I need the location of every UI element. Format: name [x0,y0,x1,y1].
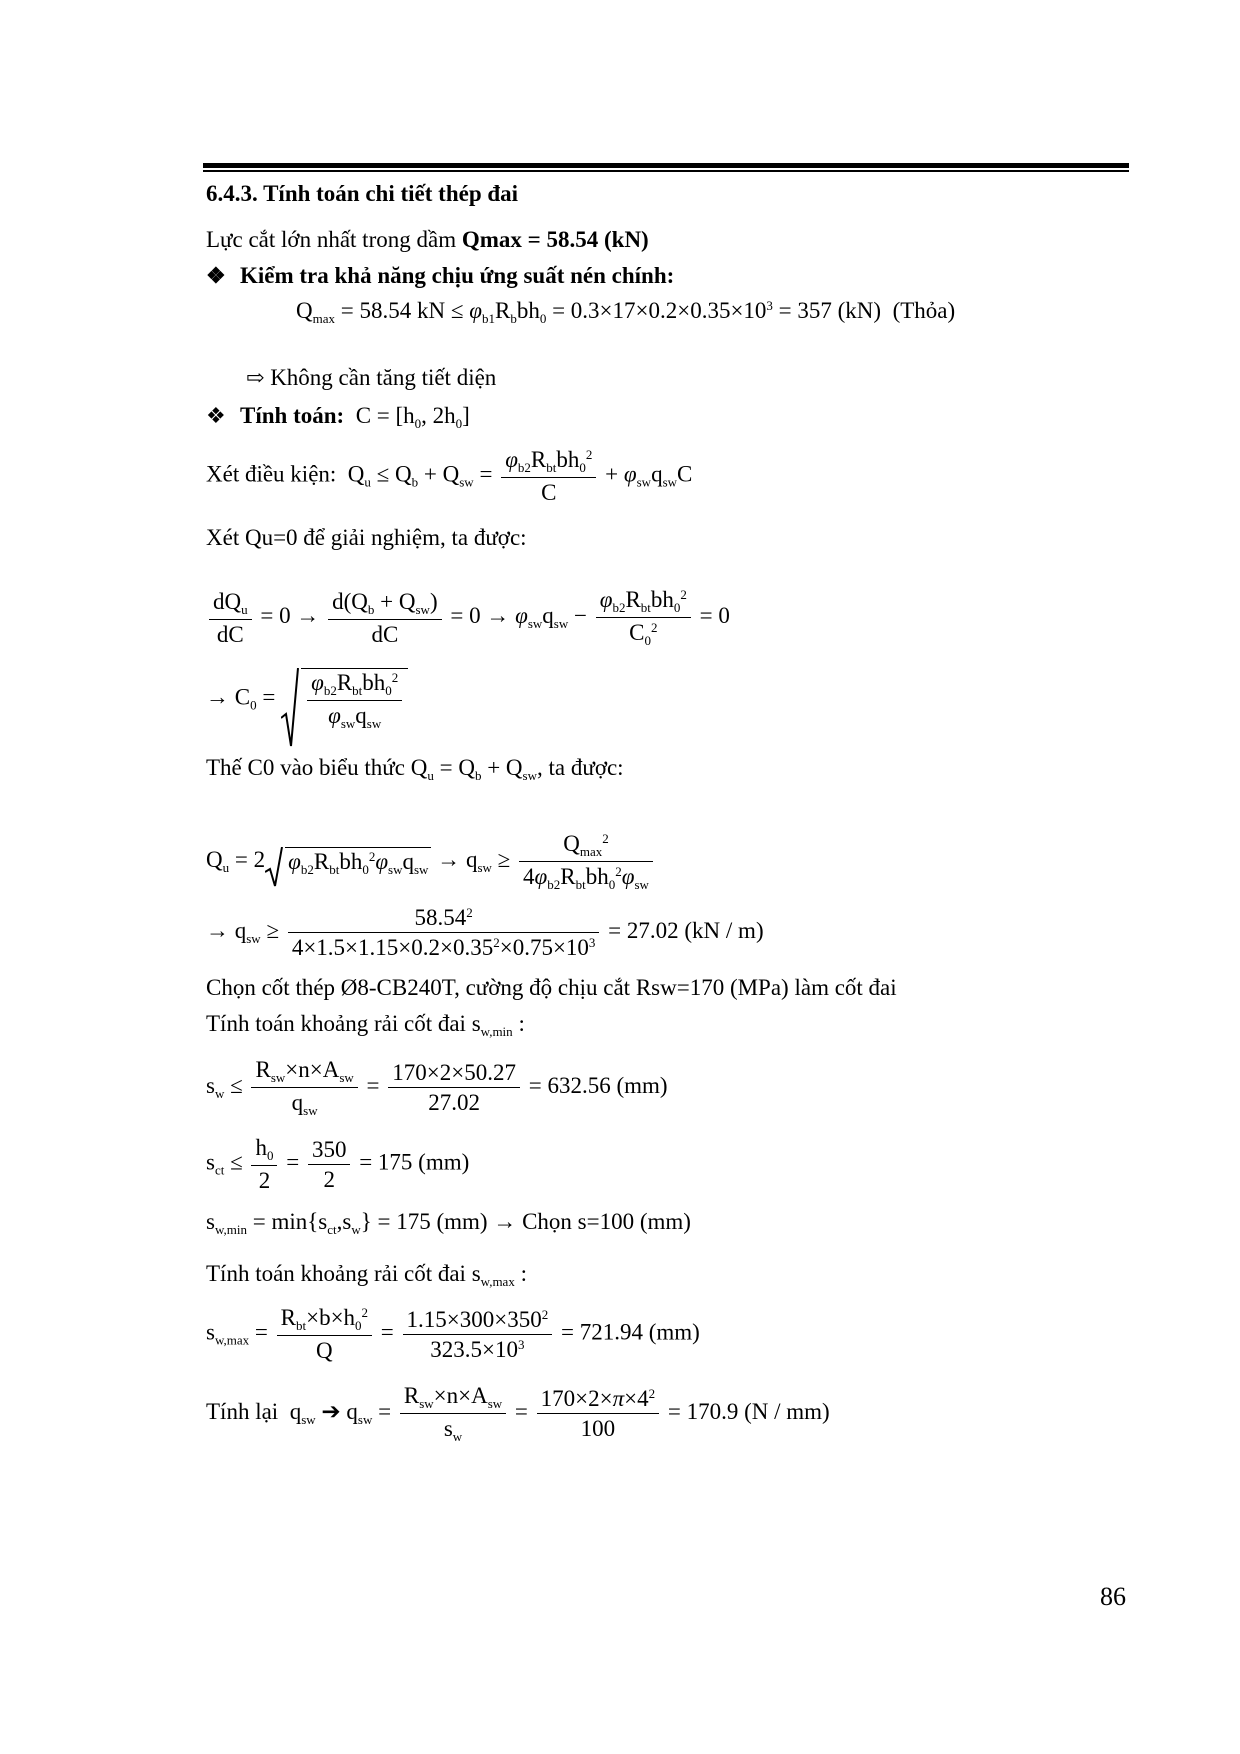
recalc-formula: Tính lại $q_{sw}$ ➔ $q_{sw}$ = $\frac{R_{sw}\times n\times A_{sw}}{s_w}$ = $\frac{170\times 2\times\pi\times 4^2}{100}$ = 170.9 (N / mm) [206,1383,830,1444]
qmax-text: Lực cắt lớn nhất trong dầm [206,227,462,252]
section-title: 6.4.3. Tính toán chi tiết thép đai [206,181,519,206]
qsw-numeric-formula: → $q_{sw}$ ≥ $\frac{58.54^2}{4\times 1.5\times 1.15\times 0.2\times 0.35^2\times 0.75\times 10^3}$ = 27.02 (kN / m) [206,905,764,960]
qu-formula: $Q_u = 2$ $\varphi_{b2}R_{bt}bh_0^2\varphi_{sw}q_{sw} \to q_{sw}$ ≥ $\frac{Q_{max}^2}{4\varphi_{b2}R_{bt}bh_0^2\varphi_{sw}}$ [206,832,656,891]
check-heading [206,264,674,287]
spacing-min-text: Tính toán khoảng rải cốt đai [206,1011,466,1036]
choose-steel: Chọn cốt thép Ø8-CB240T, cường độ chịu cắt Rsw=170 (MPa) làm cốt đai [206,975,897,1000]
swmax-formula: $s_{w,max}$ = $\frac{R_{bt}\times b\times h_0^2}{Q}$ = $\frac{1.15\times 300\times 350^2}{323.5\times 10^3}$ = 721.94 (mm) [206,1305,700,1363]
substitute-prefix: Thế C0 vào biểu thức [206,755,405,780]
header-rule-thick [203,163,1129,168]
consider-qu0: Xét Qu=0 để giải nghiệm, ta được: [206,525,527,550]
no-increase-line [246,366,496,389]
qmax-line [206,228,649,251]
radical-sign-icon [265,847,283,887]
sqrt: $\frac{\varphi_{b2}R_{bt}bh_0^2}{\varphi_{sw}q_{sw}}$ [281,668,408,730]
page-number: 86 [1100,1582,1126,1611]
choose-s: Chọn s=100 (mm) [522,1209,691,1234]
swmin-formula: $s_{w,min} = \min\{s_{ct},s_w\} = 175$ (mm) → Chọn s=100 (mm) [206,1209,691,1237]
check-result: (Thỏa) [892,298,956,323]
recalc-text: Tính lại [206,1398,279,1424]
calc-title: Tính toán: [240,403,345,428]
qmax-value: Qmax = 58.54 (kN) [461,227,649,252]
consider-condition-label: Xét điều kiện: [206,461,337,487]
diamond-bullet-icon: ❖ [206,403,226,428]
check-title: Kiểm tra khả năng chịu ứng suất nén chính: [240,263,675,288]
diamond-bullet-icon: ❖ [206,263,226,288]
bold-arrow-icon: ➔ [321,1398,341,1424]
fraction: $\frac{\varphi_{b2}R_{bt}bh_0^2}{C}$ [501,448,596,504]
spacing-min-line: Tính toán khoảng rải cốt đai $s_{w,min}$ : [206,1011,525,1039]
calc-heading: ❖ Tính toán: $C = [h_0$, $2h_0$] [206,403,470,431]
radical-sign-icon [281,668,299,748]
condition-formula: Xét điều kiện: $Q_u \le Q_b + Q_{sw}$ = $\frac{\varphi_{b2}R_{bt}bh_0^2}{C}$ + $\varphi_{sw}q_{sw}C$ [206,447,693,505]
sct-formula: $s_{ct}$ ≤ $\frac{h_0}{2}$ = $\frac{350}{2}$ = 175 (mm) [206,1135,470,1193]
c0-formula: → $C_0$ = $\frac{\varphi_{b2}R_{bt}bh_0^2}{\varphi_{sw}q_{sw}}$ [206,668,408,730]
spacing-max-text: Tính toán khoảng rải cốt đai [206,1261,466,1286]
sw-formula: $s_w$ ≤ $\frac{R_{sw}\times n\times A_{sw}}{q_{sw}}$ = $\frac{170\times 2\times 50.27}{27.02}$ = 632.56 (mm) [206,1057,668,1118]
header-rule-thin [203,170,1129,172]
spacing-max-line: Tính toán khoảng rải cốt đai $s_{w,max}$ : [206,1261,527,1289]
arrow-right-icon: ⇨ [246,365,265,390]
substitute-line: Thế C0 vào biểu thức $Q_u = Q_b + Q_{sw}$, ta được: [206,755,624,783]
substitute-suffix: , ta được: [537,755,624,780]
check-formula: $Q_{max} = 58.54$ kN ≤ $\varphi_{b1}R_bbh_0 = 0.3\times 17\times 0.2\times 0.35\times 10^3 = 357$ (kN) (Thỏa) [296,298,956,326]
derivative-formula: $\frac{dQ_u}{dC}$ = 0 → $\frac{d(Q_b + Q_{sw})}{dC}$ = $0 \to \varphi_{sw}q_{sw}$ − $\frac{\varphi_{b2}R_{bt}bh_0^2}{C_0^2}$ = 0 [206,588,730,647]
no-increase-text: Không cần tăng tiết diện [270,365,497,390]
